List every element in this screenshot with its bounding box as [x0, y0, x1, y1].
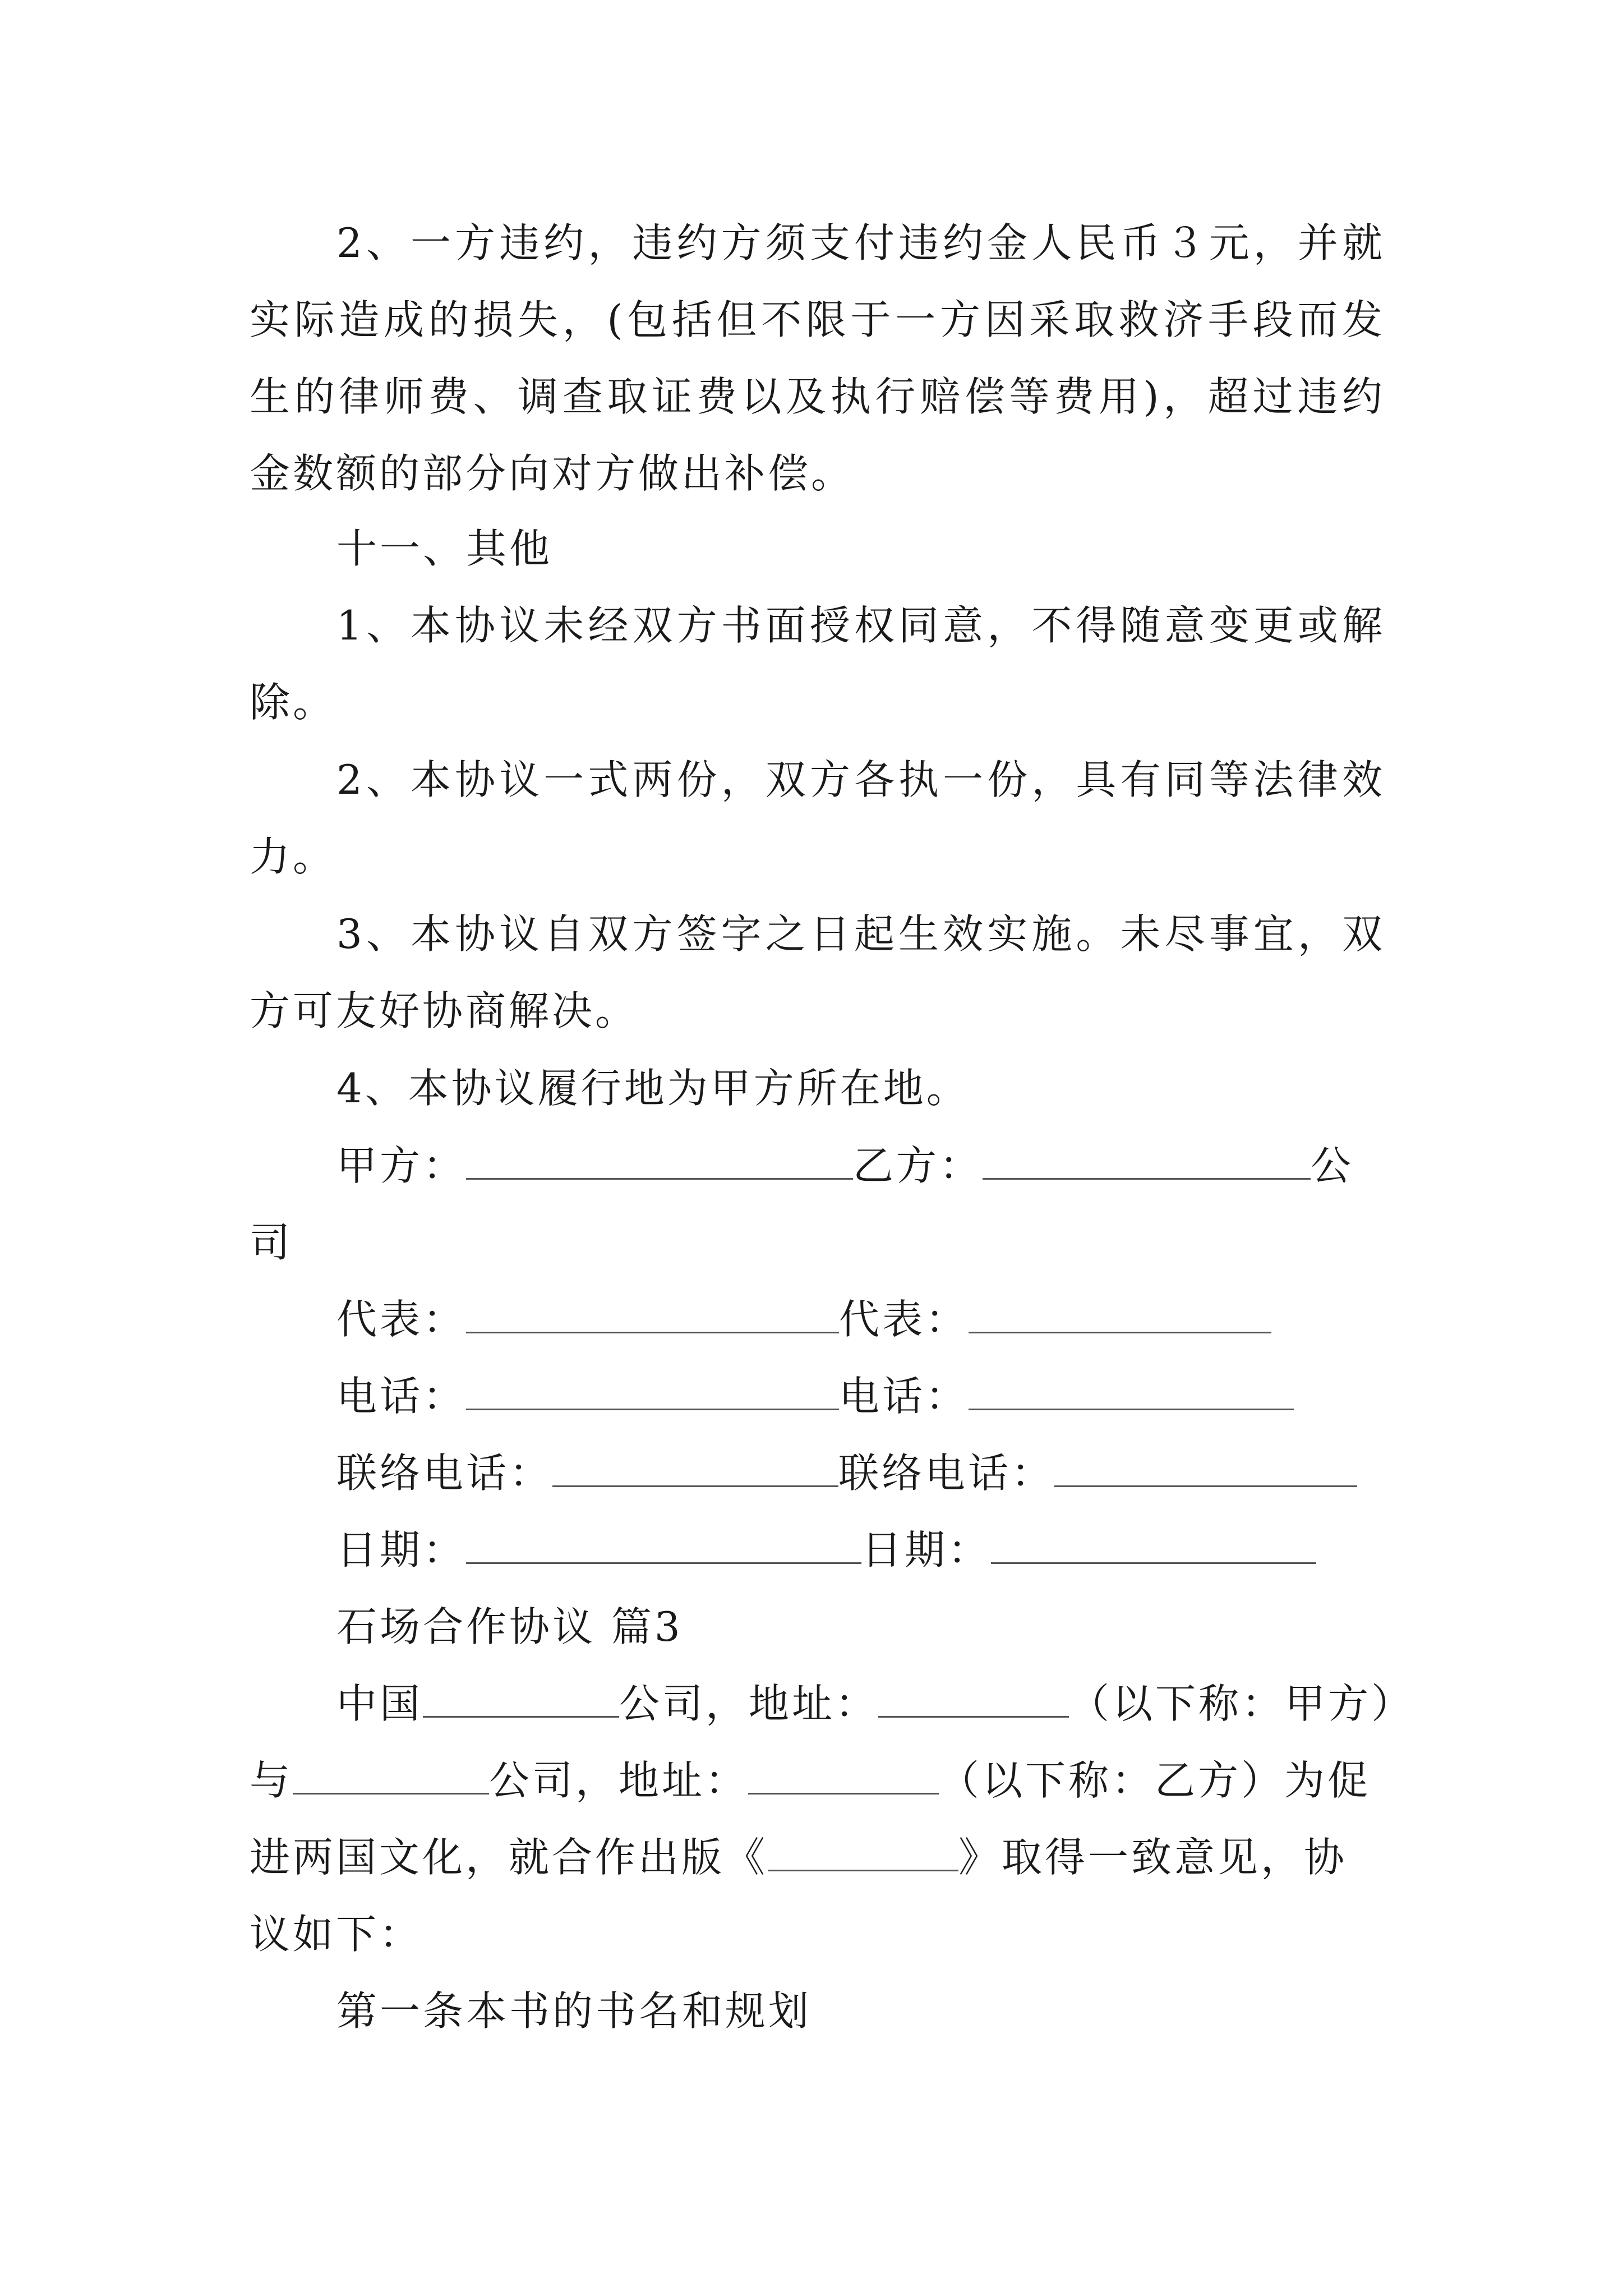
signature-row-contact: [336, 1435, 1357, 1512]
date-a-blank[interactable]: [466, 1531, 861, 1564]
intro-text: （以下称：乙方）为促: [939, 1757, 1371, 1804]
book-title-blank[interactable]: [768, 1838, 958, 1871]
intro-line-2: [250, 1742, 1371, 1819]
signature-row-parties: [336, 1128, 1354, 1204]
date-b-label: 日期：: [861, 1526, 992, 1573]
section-title: 石场合作协议 篇3: [336, 1603, 683, 1650]
paragraph-breach-penalty: 2、一方违约，违约方须支付违约金人民币３元，并就实际造成的损失，(包括但不限于一方因采取救济手段而发生的律师费、调查取证费以及执行赔偿等费用)，超过违约金数额的部分向对方做出补偿。: [250, 219, 1385, 497]
company-b-blank[interactable]: [293, 1761, 489, 1795]
section-heading-other: 十一、其他: [336, 525, 553, 572]
intro-text: 与: [250, 1757, 293, 1804]
signature-row-representatives: [336, 1281, 1271, 1358]
date-b-blank[interactable]: [991, 1531, 1316, 1564]
paragraph-clause-1: 1、本协议未经双方书面授权同意，不得随意变更或解除。: [250, 602, 1385, 726]
address-a-blank[interactable]: [878, 1685, 1069, 1718]
rep-b-label: 代表：: [839, 1296, 969, 1343]
intro-text: 中国: [336, 1680, 423, 1727]
party-b-blank[interactable]: [983, 1147, 1311, 1180]
tel-b-blank[interactable]: [969, 1377, 1294, 1410]
intro-line-1: [336, 1665, 1414, 1742]
tel-b-label: 电话：: [839, 1373, 969, 1420]
paragraph-clause-4: 4、本协议履行地为甲方所在地。: [336, 1065, 970, 1112]
date-a-label: 日期：: [336, 1526, 467, 1573]
contact-a-label: 联络电话：: [336, 1450, 553, 1497]
signature-row-date: [336, 1512, 1316, 1589]
article-1-heading: 第一条本书的书名和规划: [336, 1987, 812, 2035]
contact-b-label: 联络电话：: [838, 1450, 1055, 1497]
contact-a-blank[interactable]: [552, 1454, 838, 1487]
intro-text: 》取得一致意见，协: [958, 1834, 1348, 1881]
paragraph-clause-2: 2、本协议一式两份，双方各执一份，具有同等法律效力。: [250, 756, 1385, 880]
company-a-blank[interactable]: [423, 1685, 619, 1718]
intro-text: 进两国文化，就合作出版《: [250, 1834, 768, 1881]
address-b-blank[interactable]: [748, 1761, 939, 1795]
intro-text: 公司，地址：: [489, 1757, 749, 1804]
company-suffix: 公: [1311, 1142, 1354, 1189]
tel-a-blank[interactable]: [466, 1377, 839, 1410]
signature-row-phone: [336, 1358, 1294, 1435]
intro-text: （以下称：甲方）: [1069, 1680, 1415, 1727]
contact-b-blank[interactable]: [1054, 1454, 1357, 1487]
tel-a-label: 电话：: [336, 1373, 467, 1420]
party-b-label: 乙方：: [853, 1142, 983, 1189]
intro-line-3: [250, 1819, 1347, 1896]
intro-text: 公司，地址：: [619, 1680, 879, 1727]
rep-b-blank[interactable]: [969, 1300, 1271, 1333]
party-a-label: 甲方：: [336, 1142, 467, 1189]
paragraph-clause-3: 3、本协议自双方签字之日起生效实施。未尽事宜，双方可友好协商解决。: [250, 910, 1385, 1034]
rep-a-blank[interactable]: [466, 1300, 839, 1333]
rep-a-label: 代表：: [336, 1296, 467, 1343]
party-a-blank[interactable]: [466, 1147, 853, 1180]
intro-line-4: 议如下：: [250, 1911, 423, 1958]
company-suffix-wrap: 司: [250, 1219, 293, 1266]
